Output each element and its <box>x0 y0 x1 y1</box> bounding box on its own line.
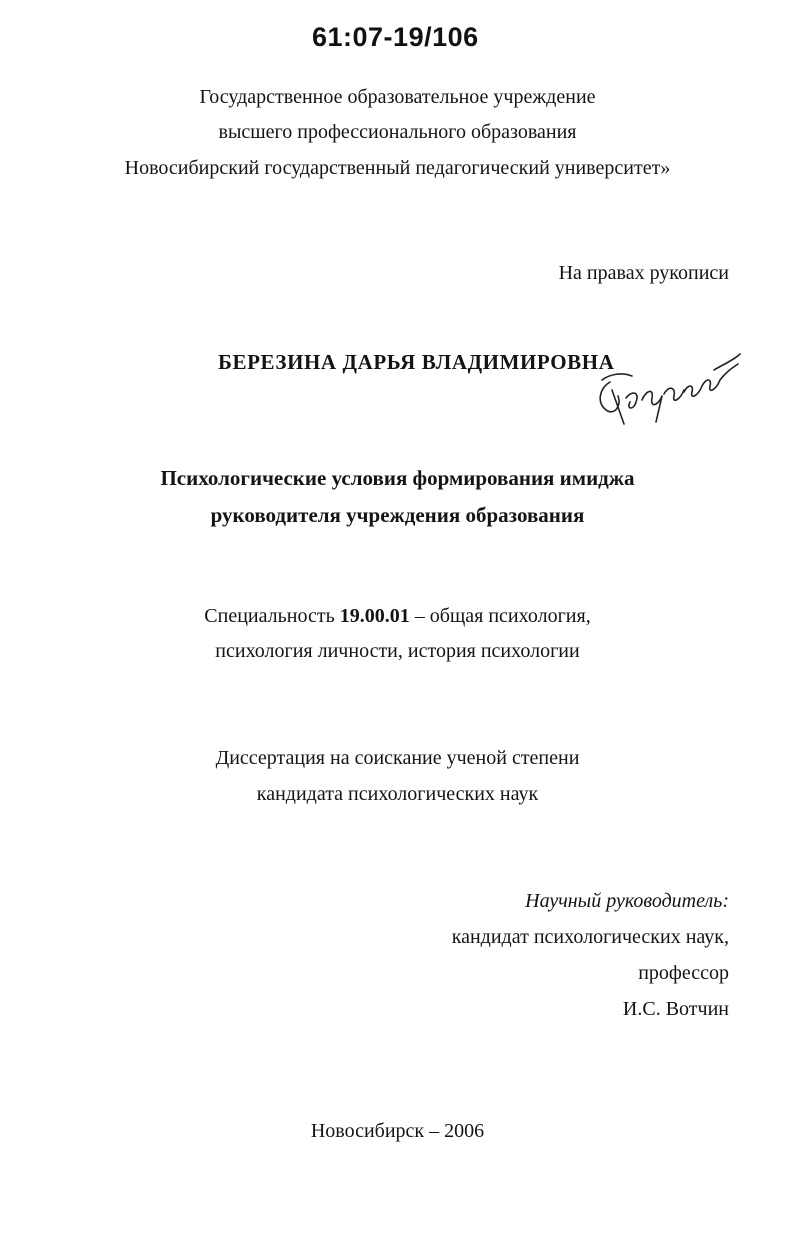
thesis-title-line-1: Психологические условия формирования имиджа <box>160 466 635 490</box>
supervisor-rank: профессор <box>638 962 729 984</box>
supervisor-label: Научный руководитель: <box>525 890 729 912</box>
author-name: БЕРЕЗИНА ДАРЬЯ ВЛАДИМИРОВНА <box>218 350 615 374</box>
institution-line-1: Государственное образовательное учреждение <box>199 86 596 108</box>
specialty-line-1 <box>0 605 795 628</box>
supervisor-degree: кандидат психологических наук, <box>451 926 729 948</box>
thesis-title-line-2: руководителя учреждения образования <box>210 503 585 527</box>
manuscript-note: На правах рукописи <box>558 262 729 284</box>
specialty-prefix: Специальность <box>204 605 340 627</box>
catalog-stamp: 61:07-19/106 <box>312 22 479 52</box>
degree-line-2: кандидата психологических наук <box>256 783 539 805</box>
supervisor-name: И.С. Вотчин <box>622 998 729 1020</box>
degree-line-1: Диссертация на соискание ученой степени <box>215 747 580 769</box>
institution-line-3: Новосибирский государственный педагогический университет» <box>124 157 671 179</box>
place-year: Новосибирск – 2006 <box>310 1120 485 1142</box>
institution-line-2: высшего профессионального образования <box>218 121 577 143</box>
specialty-line-2: психология личности, история психологии <box>215 640 580 662</box>
author-signature <box>592 340 742 435</box>
specialty-code: 19.00.01 <box>339 605 410 627</box>
specialty-suffix: – общая психология, <box>409 605 591 627</box>
